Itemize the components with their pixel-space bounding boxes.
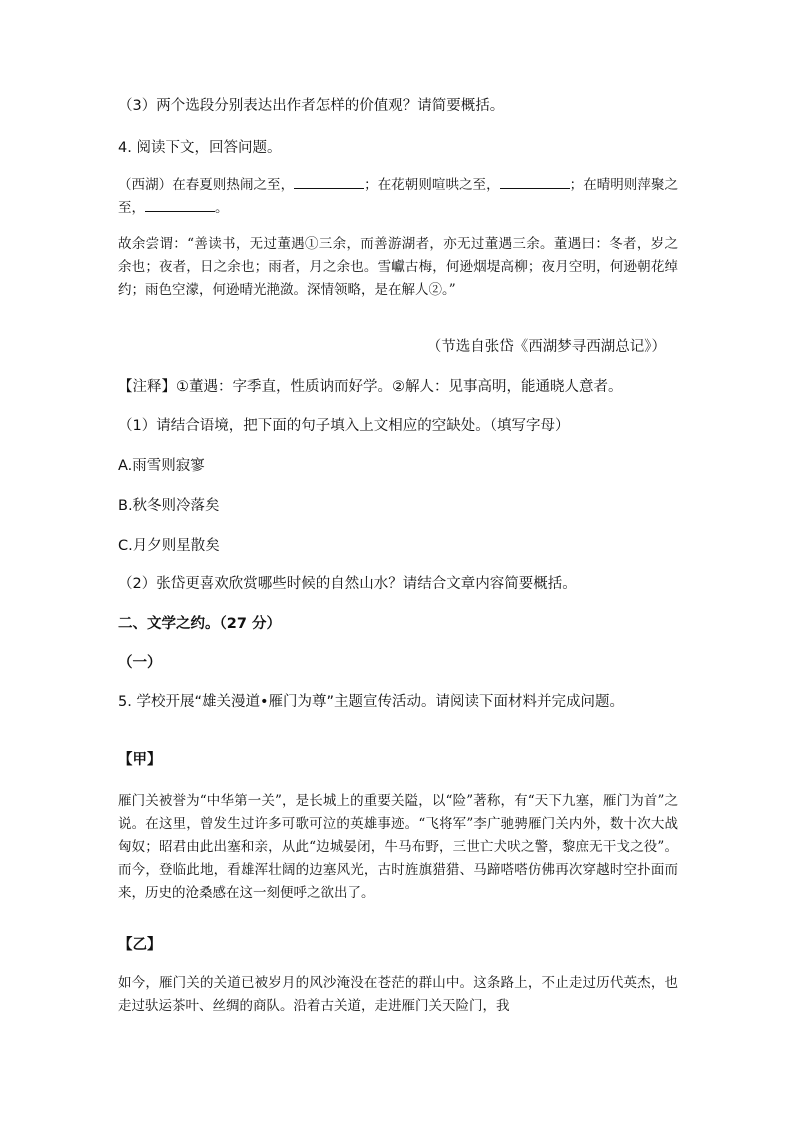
section-2-part-1: （一） [118, 655, 162, 671]
section-2-heading: 二、文学之约。（27 分） [118, 616, 281, 632]
material-jia-text: 雁门关被誉为“中华第一关”，是长城上的重要关隘，以“险”著称，有“天下九塞，雁门为首”之说。在这里，曾发生过许多可歌可泣的英雄事迹。“飞将军”李广驰骋雁门关内外，数十次大战匈奴；昭君由此出塞和亲，从此“边城晏闭，牛马布野，三世亡犬吠之警，黎庶无干戈之役”。而今，登临此地，看雄浑壮阔的边塞风光，古时旌旗猎猎、马蹄嗒嗒仿佛再次穿越时空扑面而来，历史的沧桑感在这一刻便呼之欲出了。 [118, 793, 678, 901]
q4-subquestion-1: （1）请结合语境，把下面的句子填入上文相应的空缺处。（填写字母） [118, 418, 570, 434]
q4-passage-segment: （西湖）在春夏则热闹之至， [118, 177, 295, 193]
answer-blank [500, 174, 570, 189]
question-4-stem: 4. 阅读下文，回答问题。 [118, 140, 282, 156]
q4-passage-paragraph: 故余尝谓：“善读书，无过董遇①三余，而善游湖者，亦无过董遇三余。董遇曰：冬者，岁之余也；夜者，日之余也；雨者，月之余也。雪巘古梅，何逊烟堤高柳；夜月空明，何逊朝花绰约；雨色空濛，何逊晴光滟潋。深情领略，是在解人②。” [118, 236, 678, 298]
question-3-part-3: （3）两个选段分别表达出作者怎样的价值观？请简要概括。 [118, 98, 505, 114]
material-jia-label: 【甲】 [118, 752, 162, 768]
q4-passage-fill-blanks [118, 174, 678, 220]
q4-passage-segment: ；在晴明则萍聚之至， [118, 177, 679, 216]
q4-option-b: B.秋冬则冷落矣 [118, 498, 220, 514]
answer-blank [294, 174, 364, 189]
q4-subquestion-2: （2）张岱更喜欢欣赏哪些时候的自然山水？请结合文章内容简要概括。 [118, 576, 577, 592]
q4-option-a: A.雨雪则寂寥 [118, 458, 205, 474]
q4-option-c: C.月夕则星散矣 [118, 538, 220, 554]
answer-blank [145, 197, 215, 212]
q4-passage-segment: ；在花朝则喧哄之至， [364, 177, 500, 193]
q4-source-citation: （节选自张岱《西湖梦寻西湖总记》） [426, 339, 666, 355]
q4-passage-segment: 。 [215, 200, 229, 216]
question-5-stem: 5. 学校开展“雄关漫道•雁门为尊”主题宣传活动。请阅读下面材料并完成问题。 [118, 694, 625, 710]
q4-annotation: 【注释】①董遇：字季直，性质讷而好学。②解人：见事高明，能通晓人意者。 [118, 379, 623, 395]
material-yi-label: 【乙】 [118, 937, 162, 953]
material-yi-text: 如今，雁门关的关道已被岁月的风沙淹没在苍茫的群山中。这条路上，不止走过历代英杰，也走过驮运茶叶、丝绸的商队。沿着古关道，走进雁门关天险门，我 [118, 975, 678, 1014]
